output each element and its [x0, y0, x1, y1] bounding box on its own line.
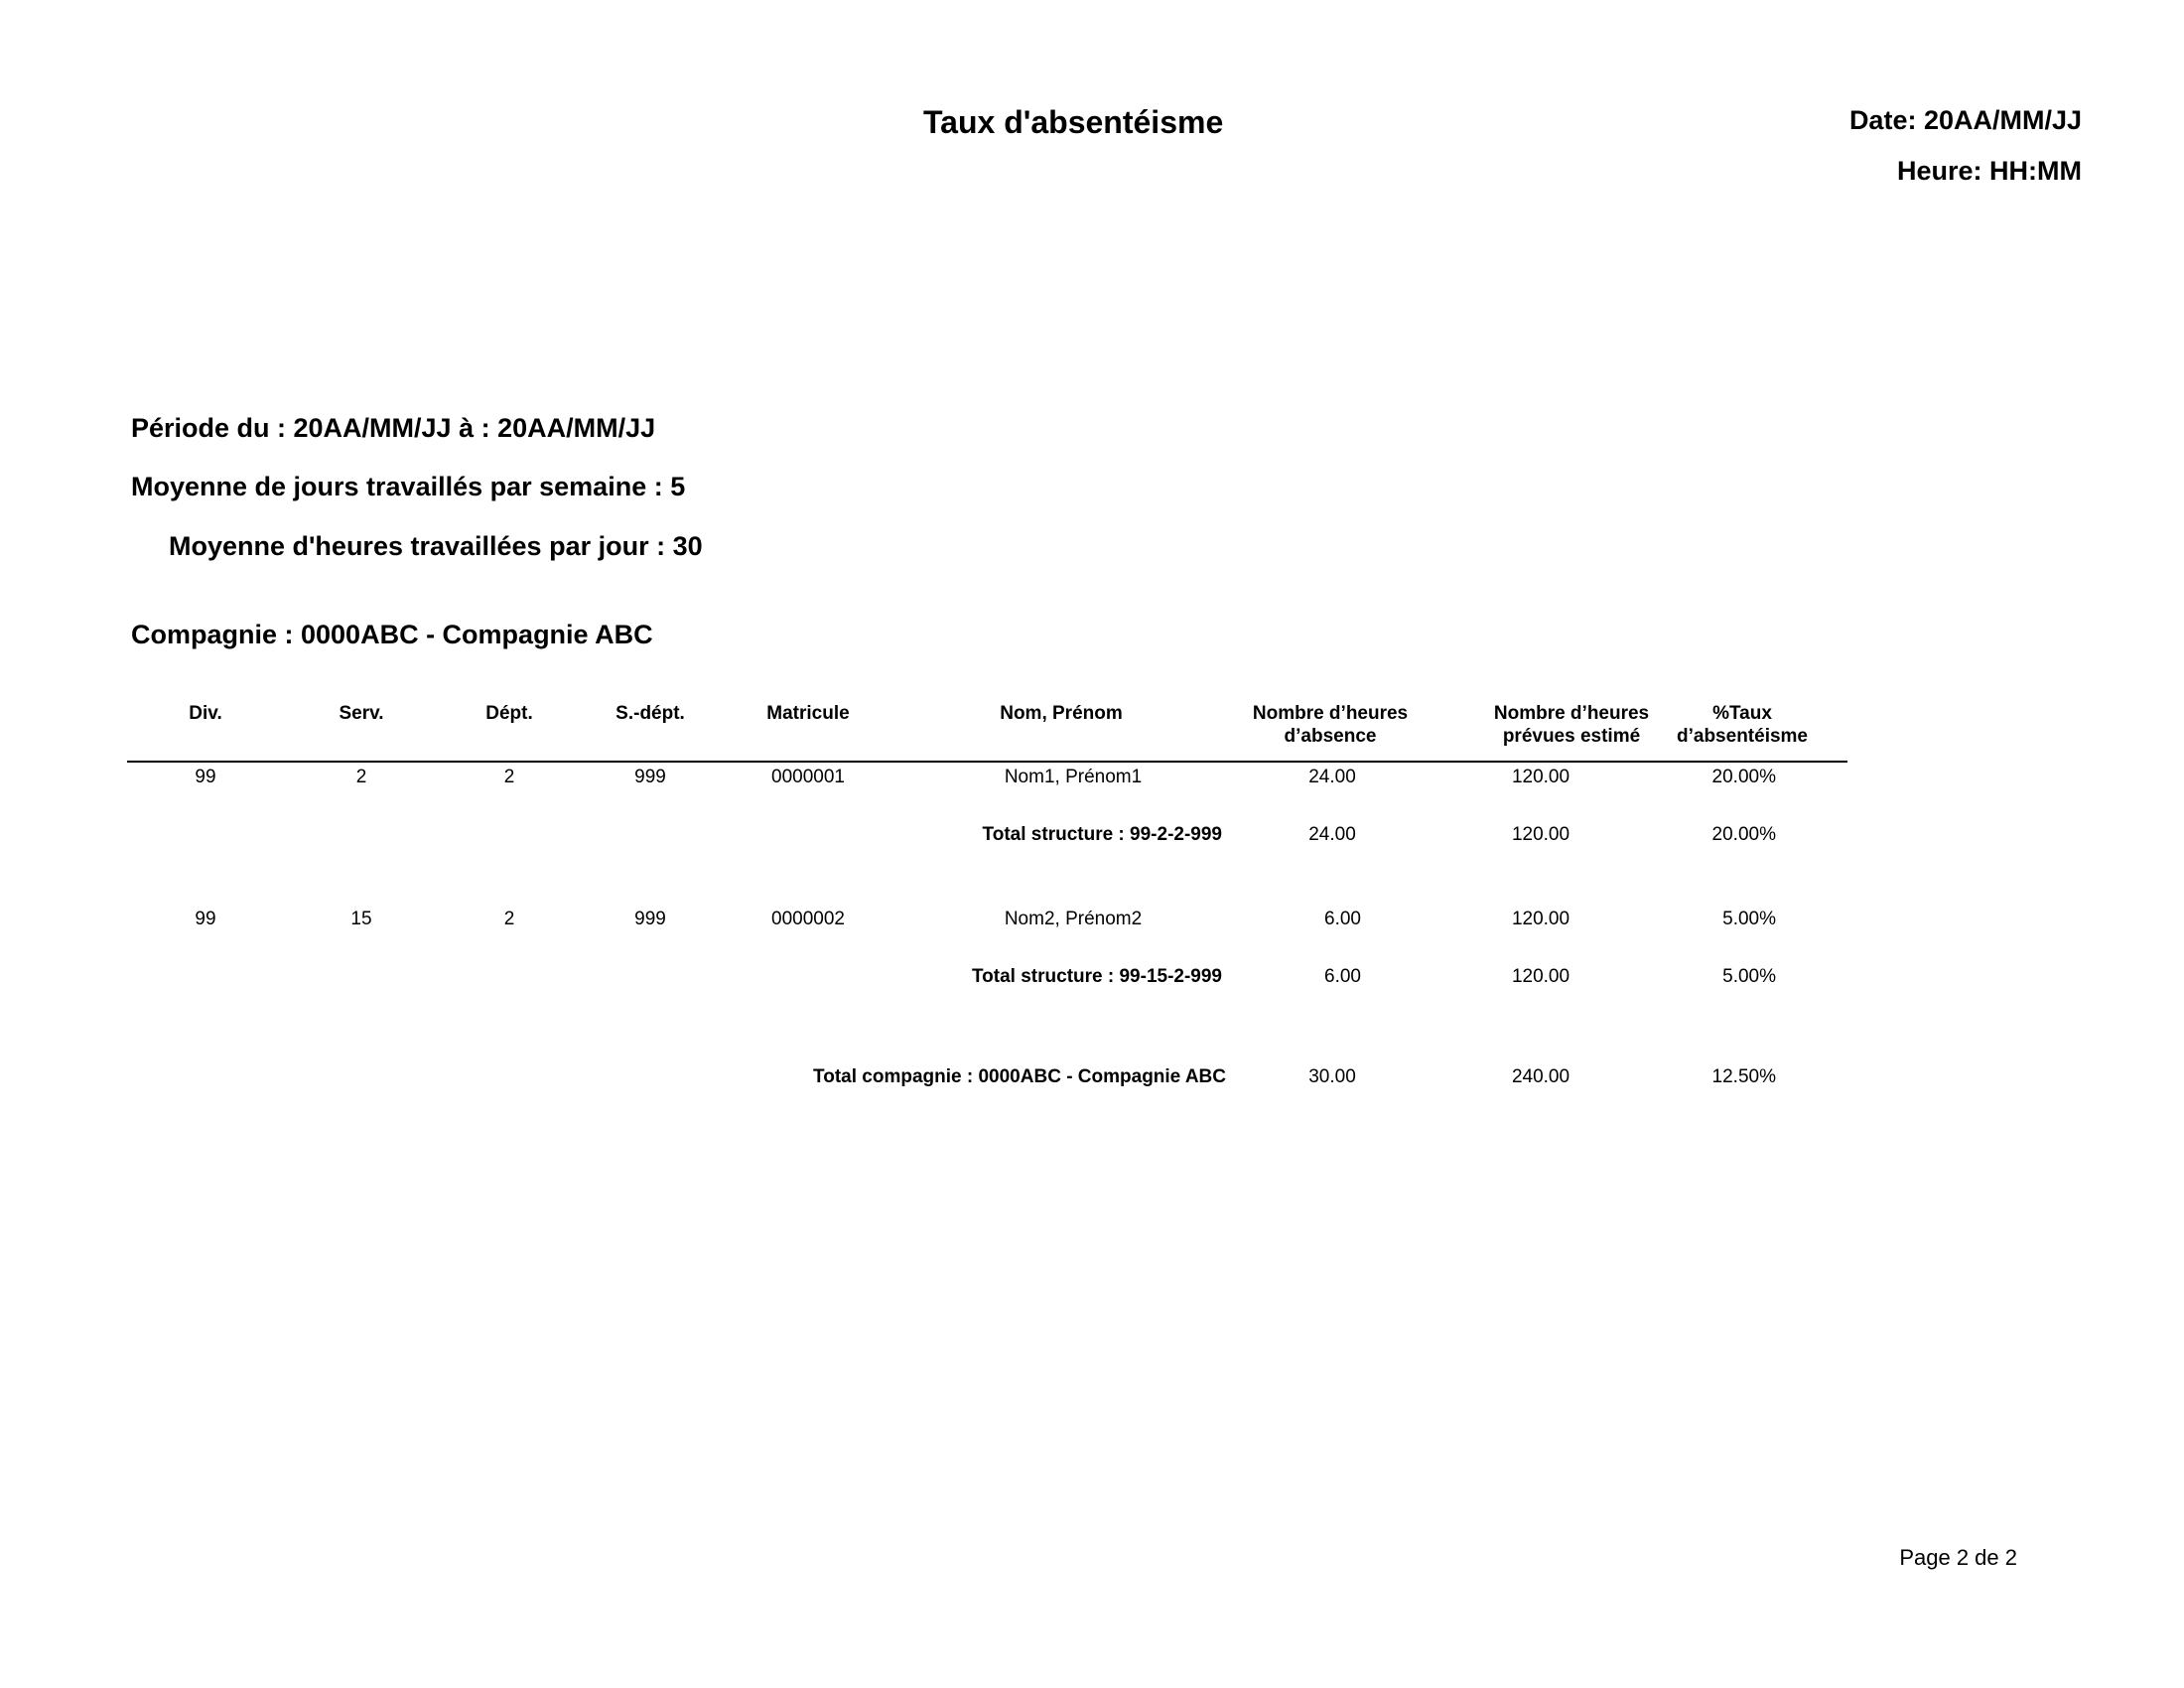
- col-header-taux: %Taux d’absentéisme: [1677, 703, 1808, 747]
- cell-dept: 2: [503, 909, 515, 929]
- structure-total-label: Total structure : 99-2-2-999: [982, 824, 1222, 845]
- cell-matricule: 0000001: [771, 767, 845, 787]
- col-header-heures-absence: Nombre d’heures d’absence: [1252, 703, 1409, 747]
- cell-heures-absence: 6.00: [1324, 909, 1361, 929]
- col-header-serv: Serv.: [339, 703, 384, 724]
- structure-total-label: Total structure : 99-15-2-999: [971, 966, 1222, 987]
- cell-taux: 5.00%: [1722, 909, 1776, 929]
- cell-matricule: 0000002: [771, 909, 845, 929]
- company-heading: Compagnie : 0000ABC - Compagnie ABC: [131, 620, 653, 649]
- cell-taux: 20.00%: [1711, 767, 1776, 787]
- structure-total-heures-absence: 24.00: [1308, 824, 1356, 845]
- header-rule: [127, 761, 1847, 763]
- cell-serv: 15: [350, 909, 372, 929]
- structure-total-taux: 5.00%: [1722, 966, 1776, 987]
- structure-total-heures-prevues: 120.00: [1511, 966, 1570, 987]
- period-range: Période du : 20AA/MM/JJ à : 20AA/MM/JJ: [131, 413, 656, 443]
- col-header-matricule: Matricule: [766, 703, 850, 724]
- col-header-nom: Nom, Prénom: [1000, 703, 1123, 724]
- col-header-sdept: S.-dépt.: [615, 703, 685, 724]
- cell-serv: 2: [355, 767, 367, 787]
- avg-hours-per-day: Moyenne d'heures travaillées par jour : 30: [169, 531, 703, 561]
- cell-sdept: 999: [634, 909, 666, 929]
- cell-heures-absence: 24.00: [1308, 767, 1356, 787]
- page-number: Page 2 de 2: [1899, 1545, 2017, 1570]
- cell-heures-prevues: 120.00: [1511, 767, 1570, 787]
- cell-sdept: 999: [634, 767, 666, 787]
- company-total-heures-prevues: 240.00: [1511, 1066, 1570, 1087]
- col-header-heures-prevues: Nombre d’heures prévues estimé: [1493, 703, 1650, 747]
- avg-days-per-week: Moyenne de jours travaillés par semaine : 5: [131, 472, 686, 501]
- cell-nom: Nom1, Prénom1: [1004, 767, 1143, 787]
- report-time: Heure: HH:MM: [1897, 156, 2082, 186]
- col-header-div: Div.: [189, 703, 222, 724]
- cell-dept: 2: [503, 767, 515, 787]
- structure-total-heures-prevues: 120.00: [1511, 824, 1570, 845]
- company-total-heures-absence: 30.00: [1308, 1066, 1356, 1087]
- structure-total-heures-absence: 6.00: [1324, 966, 1361, 987]
- col-header-dept: Dépt.: [485, 703, 533, 724]
- company-total-label: Total compagnie : 0000ABC - Compagnie ABC: [813, 1066, 1226, 1087]
- cell-nom: Nom2, Prénom2: [1004, 909, 1143, 929]
- report-date: Date: 20AA/MM/JJ: [1848, 105, 2082, 135]
- cell-div: 99: [195, 909, 216, 929]
- cell-heures-prevues: 120.00: [1511, 909, 1570, 929]
- cell-div: 99: [195, 767, 216, 787]
- structure-total-taux: 20.00%: [1711, 824, 1776, 845]
- company-total-taux: 12.50%: [1711, 1066, 1776, 1087]
- report-title: Taux d'absentéisme: [923, 104, 1224, 140]
